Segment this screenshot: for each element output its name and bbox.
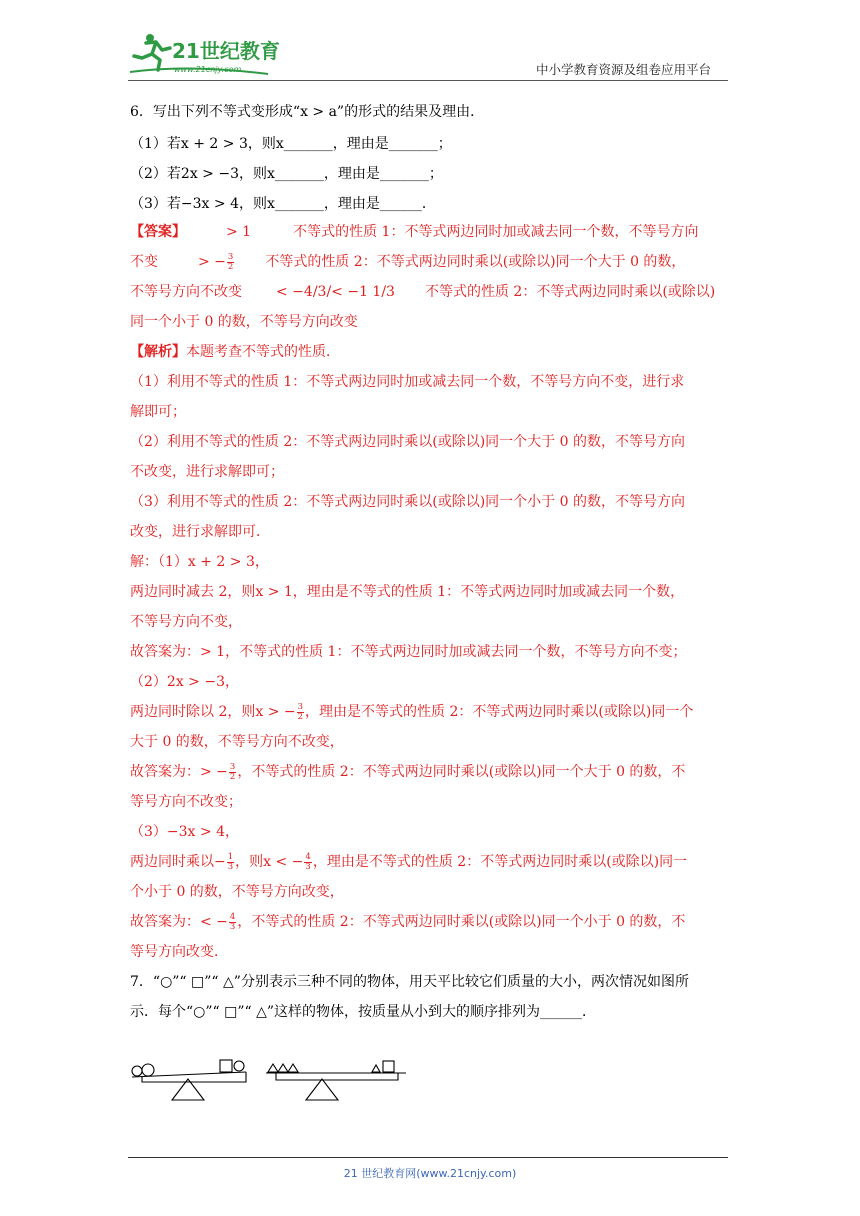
answer-label: 【答案】 [130, 224, 186, 240]
triangle-icons [268, 1064, 298, 1072]
solution-intro: 解：（1）x + 2 > 3， [130, 554, 269, 570]
balance-beam [132, 1072, 246, 1077]
answer-line-2: 不变 > − $\frac{3}{2}$ 不等式的性质 2：不等式两边同时乘以(或除以)同一个大于 0 的数， [130, 251, 686, 272]
footer-divider [128, 1157, 728, 1158]
site-logo [128, 28, 288, 80]
site-name: 中小学教育资源及组卷应用平台 [536, 62, 712, 77]
runner-icon [134, 34, 170, 70]
q6-part3: （3）若−3x > 4，则x_______，理由是______． [130, 196, 436, 212]
analysis-label: 【解析】 [130, 344, 186, 360]
answer2-reason: 不等式的性质 2：不等式两边同时乘以(或除以)同一个大于 0 的数， [265, 254, 686, 270]
q7-line-1: 7．“○”“ □”“ △”分别表示三种不同的物体，用天平比较它们质量的大小，两次情况如图所 [130, 974, 689, 990]
circle-icon [142, 1064, 154, 1076]
answer-line-1 [130, 222, 698, 242]
footer-text: 21 世纪教育网(www.21cnjy.com) [343, 1167, 517, 1180]
solution-3b: 个小于 0 的数，不等号方向改变， [130, 884, 344, 900]
analysis-line: 【解析】本题考查不等式的性质． [130, 344, 340, 360]
solution-1c: 故答案为：> 1，不等式的性质 1：不等式两边同时加或减去同一个数，不等号方向不变； [130, 644, 687, 660]
balance-1 [132, 1060, 246, 1100]
answer3-value: < −4/3/< −1 1/3 [276, 284, 395, 300]
solution-3a: 两边同时乘以− $\frac{1}{3}$ ，则x < − $\frac{4}{3}$ ，理由是不等式的性质 2：不等式两边同时乘以(或除以)同一 [130, 851, 688, 872]
circle-icon [132, 1066, 142, 1076]
balance-figures [128, 1058, 418, 1108]
solution-2-head: （2）2x > −3， [130, 674, 239, 690]
analysis-2-cont: 不改变，进行求解即可； [130, 464, 284, 480]
svg-text:21世纪教育: 21世纪教育 [172, 39, 280, 63]
solution-3-head: （3）−3x > 4， [130, 824, 239, 840]
solution-1a: 两边同时减去 2，则x > 1，理由是不等式的性质 1：不等式两边同时加或减去同一个数， [130, 584, 685, 600]
analysis-3: （3）利用不等式的性质 2：不等式两边同时乘以(或除以)同一个小于 0 的数，不等号方向 [130, 494, 685, 510]
q7-line-2: 示．每个“○”“ □”“ △”这样的物体，按质量从小到大的顺序排列为______． [130, 1004, 597, 1020]
fulcrum-triangle [306, 1079, 338, 1100]
solution-2a: 两边同时除以 2，则x > − $\frac{3}{2}$ ，理由是不等式的性质 2：不等式两边同时乘以(或除以)同一个 [130, 701, 694, 722]
q6-title: 6．写出下列不等式变形成“x > a”的形式的结果及理由． [130, 104, 485, 120]
square-icon [383, 1061, 394, 1072]
solution-2d: 等号方向不改变； [130, 794, 242, 810]
solution-2b: 大于 0 的数，不等号方向不改变， [130, 734, 344, 750]
analysis-1-cont: 解即可； [130, 404, 186, 420]
balance-2 [266, 1061, 406, 1100]
answer3-reason: 不等式的性质 2：不等式两边同时乘以(或除以) [424, 284, 716, 300]
analysis-3-cont: 改变，进行求解即可． [130, 524, 270, 540]
solution-2c: 故答案为：> − $\frac{3}{2}$ ，不等式的性质 2：不等式两边同时乘以(或除以)同一个大于 0 的数，不 [130, 761, 686, 782]
solution-1b: 不等号方向不变， [130, 614, 242, 630]
solution-3c: 故答案为：< − $\frac{4}{3}$ ，不等式的性质 2：不等式两边同时乘以(或除以)同一个小于 0 的数，不 [130, 911, 686, 932]
answer-line-4: 同一个小于 0 的数，不等号方向改变 [130, 314, 358, 330]
answer-line-3: 不等号方向不改变 < −4/3/< −1 1/3 不等式的性质 2：不等式两边同时乘以(或除以) [130, 284, 716, 300]
square-icon [220, 1060, 232, 1072]
circle-icon [234, 1061, 244, 1071]
answer1-reason: 不等式的性质 1：不等式两边同时加或减去同一个数，不等号方向 [293, 224, 699, 240]
triangle-icon [372, 1065, 380, 1072]
svg-text:www.21cnjy.com: www.21cnjy.com [174, 65, 242, 74]
header-divider [128, 80, 728, 81]
answer2-value: > − [198, 254, 226, 270]
analysis-1: （1）利用不等式的性质 1：不等式两边同时加或减去同一个数，不等号方向不变，进行求 [130, 374, 685, 390]
solution-3d: 等号方向改变． [130, 944, 228, 960]
q6-part1: （1）若x + 2 > 3，则x_______，理由是_______； [130, 136, 452, 152]
analysis-2: （2）利用不等式的性质 2：不等式两边同时乘以(或除以)同一个大于 0 的数，不等号方向 [130, 434, 685, 450]
answer1-value: > 1 [226, 224, 252, 240]
fraction-3-2: $\frac{3}{2}$ [227, 251, 234, 272]
q6-part2: （2）若2x > −3，则x_______，理由是_______； [130, 166, 443, 182]
